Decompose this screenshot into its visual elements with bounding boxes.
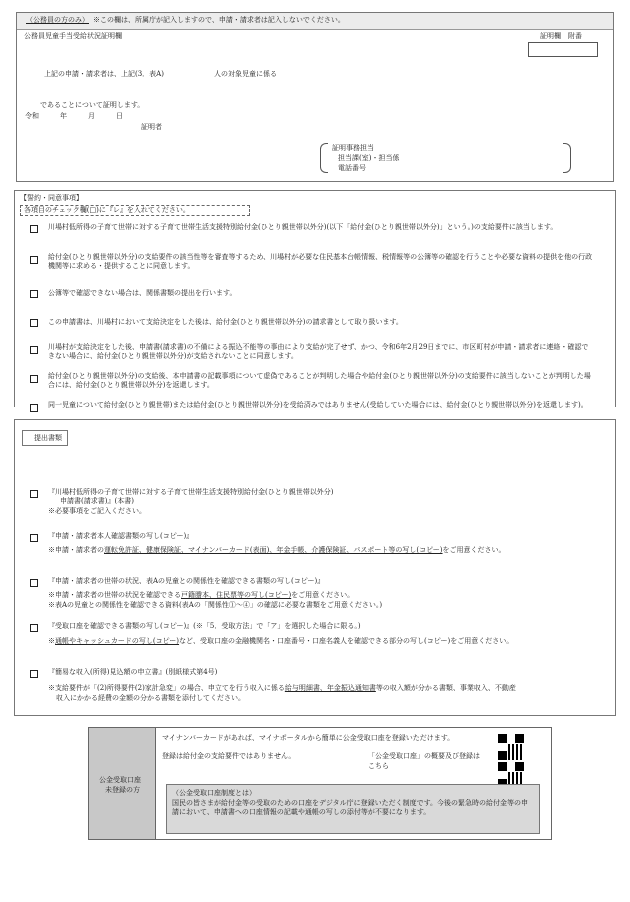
doc-3-note-1-post: をご用意ください。: [291, 591, 355, 599]
pledge-checkbox-6[interactable]: [30, 375, 38, 383]
cert-line-1b: 人の対象児童に係る: [214, 70, 277, 78]
doc-4-note-pre: ※: [48, 637, 55, 645]
doc-4-note-bank: 通帳やキャッシュカードの写し(コピー): [55, 637, 180, 645]
official-banner-prefix: （公務員の方のみ）: [26, 16, 89, 24]
doc-2-note-pre: ※申請・請求者の: [48, 546, 104, 554]
doc-checkbox-2[interactable]: [30, 534, 38, 542]
pledge-instruction: 各項目のチェック欄(□)に『レ』を入れてください。: [24, 206, 190, 214]
doc-checkbox-4[interactable]: [30, 624, 38, 632]
pledge-checkbox-7[interactable]: [30, 404, 38, 412]
doc-1-title-2: 申請書(請求書)』(本書): [60, 497, 134, 505]
contact-phone: 電話番号: [338, 164, 366, 172]
pledge-item-7: 同一児童について給付金(ひとり親世帯)または給付金(ひとり親世帯以外分)を受給済みではありません(受給していた場合には、給付金(ひとり親世帯以外分)を返還します)。: [48, 401, 588, 409]
contact-dept: 担当課(室)・担当係: [338, 154, 400, 162]
pledge-checkbox-1[interactable]: [30, 225, 38, 233]
doc-1-title: 『川場村低所得の子育て世帯に対する子育て世帯生活支援特別給付金(ひとり親世帯以外分): [48, 488, 334, 496]
cert-date: 令和 年 月 日: [25, 112, 123, 120]
pledge-checkbox-2[interactable]: [30, 256, 38, 264]
contact-bracket-left: [320, 143, 328, 173]
koukin-line-1: マイナンバーカードがあれば、マイナポータルから簡単に公金受取口座を登録いただけます。: [162, 734, 455, 742]
doc-5-note-1: [48, 684, 516, 693]
cert-line-1a: 上記の申請・請求者は、上記(3．表A): [44, 70, 164, 78]
doc-checkbox-3[interactable]: [30, 579, 38, 587]
pledge-left-rule: [14, 190, 15, 407]
koukin-link-b[interactable]: こちら: [368, 762, 389, 770]
doc-2-note-post: をご用意ください。: [442, 546, 506, 554]
doc-5-note-1-post: 等の収入額が分かる書類、事業収入、不動産: [375, 684, 516, 692]
doc-3-note-1-docs: 戸籍謄本、住民票等の写し(コピー): [181, 591, 292, 599]
pledge-item-1: 川場村低所得の子育て世帯に対する子育て世帯生活支援特別給付金(ひとり親世帯以外分)(以下「給付金(ひとり親世帯以外分)」という。)の支給要件に該当します。: [48, 223, 558, 231]
pledge-checkbox-4[interactable]: [30, 319, 38, 327]
doc-4-note-post: など、受取口座の金融機関名・口座番号・口座名義人を確認できる部分の写し(コピー)をご用意ください。: [179, 637, 514, 645]
koukin-link-a[interactable]: 「公金受取口座」の概要及び登録は: [368, 752, 480, 760]
koukin-inner-text: 国民の皆さまが給付金等の受取のための口座をデジタル庁に登録いただく制度です。今後の緊急時の給付金等の申請において、申請書への口座情報の記載や通帳の写しの添付等が不要になります。: [172, 799, 529, 817]
pledge-right-rule: [615, 190, 616, 407]
doc-checkbox-5[interactable]: [30, 670, 38, 678]
koukin-side-label-2: 未登録の方: [105, 786, 140, 794]
koukin-inner-title: （公金受取口座制度とは）: [172, 789, 256, 797]
pledge-item-4: この申請書は、川場村において支給決定をした後は、給付金(ひとり親世帯以外分)の請求書として取り扱います。: [48, 318, 403, 326]
doc-3-note-2: ※表Aの児童との関係性を確認できる資料(表Aの「関係性①～④」の確認に必要な書類をご用意ください。): [48, 601, 383, 609]
doc-2-note: [48, 546, 506, 555]
mynaportal-qr-code[interactable]: [498, 734, 524, 760]
official-banner-text: ※この欄は、所属庁が記入しますので、申請・請求者は記入しないでください。: [93, 16, 345, 24]
official-title: 公務員児童手当受給状況証明欄: [24, 32, 122, 40]
koukin-line-2: 登録は給付金の支給要件ではありません。: [162, 752, 296, 760]
certifier-label: 証明者: [141, 123, 162, 131]
cert-line-2: であることについて証明します。: [40, 101, 145, 109]
doc-checkbox-1[interactable]: [30, 490, 38, 498]
doc-3-title: 『申請・請求者の世帯の状況、表Aの児童との関係性を確認できる書類の写し(コピー)』: [48, 577, 325, 585]
cert-column-label: 証明欄 附番: [540, 32, 582, 40]
pledge-checkbox-5[interactable]: [30, 346, 38, 354]
pledge-header: 【誓約・同意事項】: [20, 194, 83, 202]
doc-3-note-1-pre: ※申請・請求者の世帯の状況を確認できる: [48, 591, 181, 599]
pledge-top-rule: [14, 190, 616, 191]
doc-1-note: ※必要事項をご記入ください。: [48, 507, 146, 515]
doc-5-note-1-docs: 給与明細書、年金振込通知書: [284, 684, 376, 692]
koukin-side-label-1: 公金受取口座: [99, 776, 141, 784]
docs-header: 提出書類: [34, 434, 62, 442]
pledge-item-5: 川場村が支給決定をした後、申請書(請求書)の不備による振込不能等の事由により支給が完了せず、かつ、令和6年2月29日までに、市区町村が申請・請求者に連絡・確認できない場合に、給付金(ひとり親世帯以外分)が支給されないことに同意します。: [48, 343, 589, 361]
pledge-item-3: 公簿等で確認できない場合は、関係書類の提出を行います。: [48, 289, 237, 297]
doc-3-note-1: [48, 591, 354, 600]
pledge-checkbox-3[interactable]: [30, 290, 38, 298]
cert-number-field[interactable]: [528, 42, 598, 57]
doc-2-title: 『申請・請求者本人確認書類の写し(コピー)』: [48, 532, 194, 540]
doc-4-note: [48, 637, 513, 646]
pledge-item-2: 給付金(ひとり親世帯以外分)の支給要件の該当性等を審査等するため、川場村が必要な住民基本台帳情報、税情報等の公簿等の確認を行うことや必要な資料の提供を他の行政機関等に求める・提供することに同意します。: [48, 253, 593, 271]
doc-2-note-id-list: 運転免許証、健康保険証、マイナンバーカード(表面)、年金手帳、介護保険証、パスポート等の写し(コピー): [104, 546, 443, 554]
doc-5-note-1-pre: ※支給要件が「(2)所得要件(2)家計急変」の場合、申立てを行う収入に係る: [48, 684, 285, 692]
contact-bracket-right: [563, 143, 571, 173]
doc-5-note-2: 収入にかかる経費の金額の分かる書類を添付してください。: [56, 694, 245, 702]
doc-4-title: 『受取口座を確認できる書類の写し(コピー)』(※「5．受取方法」で「ア」を選択した場合に限る。): [48, 622, 361, 630]
pledge-item-6: 給付金(ひとり親世帯以外分)の支給後、本申請書の記載事項について虚偽であることが判明した場合や給付金(ひとり親世帯以外分)の支給要件に該当しないことが判明した場合には、給付金(ひとり親世帯以外分)を返還します。: [48, 372, 591, 390]
contact-title: 証明事務担当: [332, 144, 374, 152]
doc-5-title: 『簡易な収入(所得)見込額の申立書』(別紙様式第4号): [48, 668, 218, 676]
